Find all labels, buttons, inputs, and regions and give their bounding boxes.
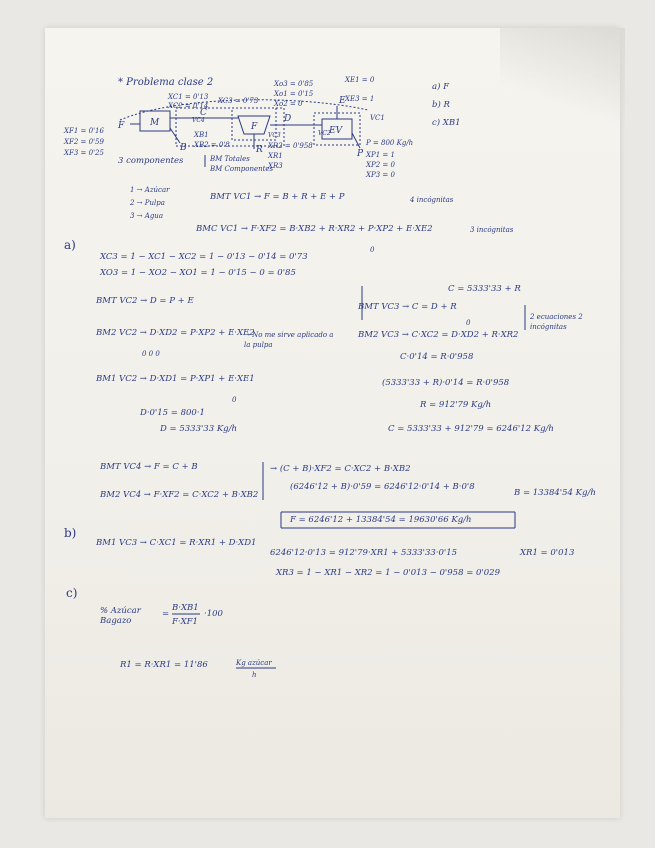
label-c: C — [200, 108, 207, 118]
label-vc1: VC1 — [370, 114, 385, 122]
a-right-r: R = 912'79 Kg/h — [420, 400, 492, 410]
vc4-bm2: BM2 VC4 → F·XF2 = C·XC2 + B·XB2 — [100, 490, 259, 500]
label-e: E — [339, 96, 346, 106]
part-a-label: a) — [64, 238, 76, 252]
xp3: XP3 = 0 — [366, 171, 395, 179]
a-right-c-eq: C = 5333'33 + R — [448, 284, 521, 294]
a-right-note: 2 ecuaciones 2 incógnitas — [530, 313, 583, 331]
c-mult: ·100 — [204, 609, 223, 619]
vc4-bmt: BMT VC4 → F = C + B — [100, 462, 198, 472]
xc1: XC1 = 0'13 — [168, 93, 209, 101]
xe3: XE3 = 1 — [345, 95, 375, 103]
b-xr3: XR3 = 1 − XR1 − XR2 = 1 − 0'013 − 0'958 = 0'029 — [276, 568, 500, 578]
xp2: XP2 = 0 — [366, 161, 395, 169]
c-eq: = — [162, 609, 170, 619]
components-note: 3 componentes — [118, 156, 184, 166]
label-b: B — [180, 143, 187, 153]
stream-b — [170, 128, 180, 143]
component-3: 3 → Agua — [130, 212, 163, 220]
c-lhs: % Azúcar Bagazo — [100, 606, 141, 626]
question-c: c) XB1 — [432, 118, 461, 128]
a-left-d2: D = 5333'33 Kg/h — [160, 424, 237, 434]
label-d: D — [284, 114, 292, 124]
xo3: Xo3 = 0'85 — [274, 80, 314, 88]
a-right-bm2-res: C·0'14 = R·0'958 — [400, 352, 474, 362]
bm-note-1: BM Totales — [210, 155, 250, 163]
c-num: B·XB1 — [172, 603, 199, 613]
xp1: XP1 = 1 — [366, 151, 395, 159]
xc3: XC3 = 0'73 — [218, 97, 259, 105]
label-p: P — [357, 149, 364, 159]
a-left-bm2-note: → No me sirve aplicado a la pulpa — [244, 331, 334, 349]
a-right-c: C = 5333'33 + 912'79 = 6246'12 Kg/h — [388, 424, 554, 434]
a-left-bm1-zero: 0 — [232, 396, 237, 404]
xf1: XF1 = 0'16 — [64, 127, 104, 135]
a-left-bm2-zeros: 0 0 0 — [142, 350, 160, 358]
bmc-vc1: BMC VC1 → F·XF2 = B·XB2 + R·XR2 + P·XP2 + E·XE2 — [196, 224, 433, 234]
xf2: XF2 = 0'59 — [64, 138, 104, 146]
xr2: XR2 = 0'958 — [268, 142, 313, 150]
label-r: R — [256, 145, 263, 155]
bmt-note: 4 incógnitas — [410, 196, 454, 204]
label-vc2: VC2 — [318, 130, 331, 137]
vc4-r2: (6246'12 + B)·0'59 = 6246'12·0'14 + B·0'8 — [290, 482, 475, 492]
vc4-r1: → (C + B)·XF2 = C·XC2 + B·XB2 — [270, 464, 411, 474]
xo3-line: XO3 = 1 − XO2 − XO1 = 1 − 0'15 − 0 = 0'85 — [100, 268, 296, 278]
page-title: * Problema clase 2 — [118, 77, 214, 88]
a-left-bm1: BM1 VC2 → D·XD1 = P·XP1 + E·XE1 — [96, 374, 255, 384]
stream-p — [352, 133, 360, 148]
c-r1-unit-num: Kg azúcar — [236, 659, 272, 667]
c-r1-unit-den: h — [252, 671, 257, 679]
component-1: 1 → Azúcar — [130, 186, 170, 194]
bmt-vc1: BMT VC1 → F = B + R + E + P — [210, 192, 345, 202]
label-m: M — [150, 118, 160, 128]
a-left-bmt: BMT VC2 → D = P + E — [96, 296, 194, 306]
label-f: F — [251, 122, 258, 132]
p-flow: P = 800 Kg/h — [366, 139, 414, 147]
a-right-bmt: BMT VC3 → C = D + R — [358, 302, 457, 312]
xb2: XB2 = 0'8 — [194, 141, 230, 149]
vc4-f: F = 6246'12 + 13384'54 = 19630'66 Kg/h — [290, 515, 472, 525]
xf3: XF3 = 0'25 — [64, 149, 104, 157]
bmc-note: 3 incógnitas — [470, 226, 514, 234]
b-bm1: BM1 VC3 → C·XC1 = R·XR1 + D·XD1 — [96, 538, 257, 548]
bm-note-2: BM Componentes — [210, 165, 274, 173]
c-den: F·XF1 — [172, 617, 198, 627]
xr3: XR3 — [268, 162, 283, 170]
label-feed: F — [118, 121, 125, 131]
question-b: b) R — [432, 100, 450, 110]
a-left-bm2: BM2 VC2 → D·XD2 = P·XP2 + E·XE2 — [96, 328, 255, 338]
component-2: 2 → Pulpa — [130, 199, 165, 207]
part-c-label: c) — [66, 586, 78, 600]
a-left-d1: D·0'15 = 800·1 — [140, 408, 205, 418]
c-r1: R1 = R·XR1 = 11'86 — [120, 660, 208, 670]
a-right-bm2: BM2 VC3 → C·XC2 = D·XD2 + R·XR2 — [358, 330, 519, 340]
a-right-bm2-zero: 0 — [466, 319, 471, 327]
xr1: XR1 — [268, 152, 283, 160]
question-a: a) F — [432, 82, 449, 92]
xb1: XB1 — [194, 131, 209, 139]
xe1: XE1 = 0 — [345, 76, 375, 84]
vc4-b: B = 13384'54 Kg/h — [514, 488, 596, 498]
xc3-line: XC3 = 1 − XC1 − XC2 = 1 − 0'13 − 0'14 = 0'73 — [100, 252, 308, 262]
xo2: Xo2 = 0 — [274, 100, 303, 108]
b-calc: 6246'12·0'13 = 912'79·XR1 + 5333'33·0'15 — [270, 548, 458, 558]
xc2: XC2 = 0'14 — [168, 102, 209, 110]
a-right-subst: (5333'33 + R)·0'14 = R·0'958 — [382, 378, 510, 388]
label-ev: EV — [329, 126, 343, 136]
label-vc3: VC3 — [268, 132, 281, 139]
bmc-zero: 0 — [370, 246, 375, 254]
part-b-label: b) — [64, 526, 77, 540]
b-xr1: XR1 = 0'013 — [520, 548, 575, 558]
label-vc4: VC4 — [192, 117, 205, 124]
xo1: Xo1 = 0'15 — [274, 90, 314, 98]
